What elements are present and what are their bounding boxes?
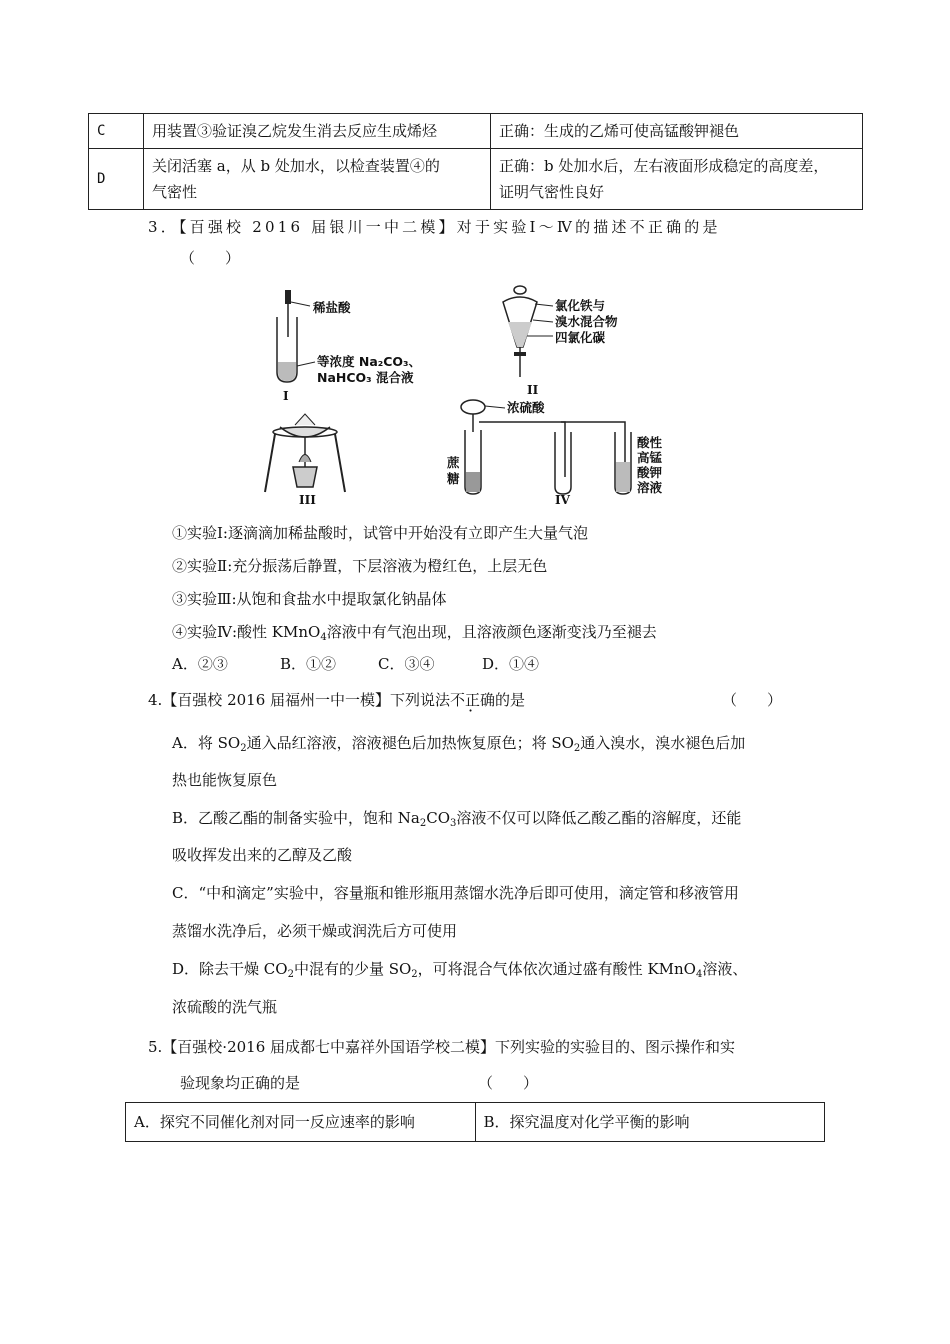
table-row xyxy=(89,149,863,210)
iii-label: III xyxy=(299,493,316,507)
i-solution-label: NaHCO₃ 混合液 xyxy=(317,370,414,385)
iv-right-label: 酸钾 xyxy=(637,465,663,480)
stem-text: 4.【百强校 2016 届福州一中一模】下列说法 xyxy=(148,691,451,709)
apparatus-figure xyxy=(255,282,675,507)
q5-bracket: （ ） xyxy=(478,1074,539,1092)
q5-table xyxy=(125,1102,825,1142)
subscript: 4 xyxy=(320,632,327,643)
i-reagent-label: 稀盐酸 xyxy=(313,300,351,315)
i-label: I xyxy=(283,389,289,403)
q4-option-c: C．“中和滴定”实验中，容量瓶和锥形瓶用蒸馏水洗净后即可使用，滴定管和移液管用 xyxy=(172,884,739,902)
q5-cell-a: A．探究不同催化剂对同一反应速率的影响 xyxy=(126,1103,476,1142)
q4-option-d-cont: 浓硫酸的洗气瓶 xyxy=(172,998,278,1016)
q3-bracket: （ ） xyxy=(180,249,241,267)
q4-option-b: B．乙酸乙酯的制备实验中，饱和 $Na_2CO_3$溶液不仅可以降低乙酸乙酯的溶解度，还能 xyxy=(172,809,742,829)
option: A．②③ xyxy=(172,655,228,673)
item4-text: 溶液中有气泡出现，且溶液颜色逐渐变浅乃至褪去 xyxy=(326,623,657,641)
q3-item: ①实验Ⅰ:逐滴滴加稀盐酸时，试管中开始没有立即产生大量气泡 xyxy=(172,524,588,542)
operation-line: 关闭活塞 a，从 b 处加水，以检查装置④的 xyxy=(152,157,440,175)
conclusion-line: 证明气密性良好 xyxy=(499,183,605,201)
option: D．①④ xyxy=(482,655,540,673)
q5-stem-cont: 验现象均正确的是 xyxy=(180,1074,301,1092)
q4-bracket: （ ） xyxy=(722,691,783,709)
q4-option-c-cont: 蒸馏水洗净后，必须干燥或润洗后方可使用 xyxy=(172,922,458,940)
apparatus-iii xyxy=(265,414,345,507)
q4-option-a-cont: 热也能恢复原色 xyxy=(172,771,278,789)
ii-label-line: 四氯化碳 xyxy=(555,330,606,345)
q4-option-a: A．将 $SO_2$通入品红溶液，溶液褪色后加热恢复原色；将 $SO_2$通入溴水，溴水褪色后加 xyxy=(172,734,746,754)
operation-line: 气密性 xyxy=(152,183,198,201)
row-label: D xyxy=(89,149,144,210)
row-label: C xyxy=(89,114,144,149)
i-solution-label: 等浓度 Na₂CO₃、 xyxy=(317,354,421,369)
q4-stem xyxy=(148,690,525,710)
q5-stem: 5.【百强校·2016 届成都七中嘉祥外国语学校二模】下列实验的实验目的、图示操作和实 xyxy=(148,1038,736,1056)
q4-option-b-cont: 吸收挥发出来的乙醇及乙酸 xyxy=(172,846,353,864)
row-operation xyxy=(144,149,491,210)
stem-text: 的是 xyxy=(495,691,526,709)
item4-text: ④实验Ⅳ:酸性 KMnO xyxy=(172,623,321,641)
apparatus-iv xyxy=(446,400,663,507)
ii-label: II xyxy=(527,383,539,397)
stem-emphasis: 不正确 xyxy=(450,691,496,709)
apparatus-i xyxy=(277,290,421,403)
table-row xyxy=(126,1103,825,1142)
table-row xyxy=(89,114,863,149)
q3-item: ②实验Ⅱ:充分振荡后静置，下层溶液为橙红色，上层无色 xyxy=(172,557,548,575)
top-table xyxy=(88,113,863,210)
q5-cell-b: B．探究温度对化学平衡的影响 xyxy=(475,1103,825,1142)
q3-options xyxy=(172,654,539,674)
iv-sugar-label: 糖 xyxy=(447,471,460,486)
iv-right-label: 高锰 xyxy=(637,450,663,465)
iv-label: IV xyxy=(555,493,570,507)
row-conclusion: 正确：生成的乙烯可使高锰酸钾褪色 xyxy=(491,114,863,149)
option: C．③④ xyxy=(378,655,435,673)
conclusion-line: 正确：b 处加水后，左右液面形成稳定的高度差， xyxy=(499,157,829,175)
iv-acid-label: 浓硫酸 xyxy=(507,400,545,415)
iv-right-label: 酸性 xyxy=(637,435,663,450)
ii-label-line: 溴水混合物 xyxy=(555,314,618,329)
row-operation: 用装置③验证溴乙烷发生消去反应生成烯烃 xyxy=(144,114,491,149)
ii-label-line: 氯化铁与 xyxy=(555,298,606,313)
row-conclusion xyxy=(491,149,863,210)
q4-option-d: D．除去干燥 $CO_2$中混有的少量 $SO_2$，可将混合气体依次通过盛有酸性 KMnO$_4$溶液、 xyxy=(172,960,748,980)
q3-stem: 3．【百强校 2016 届银川一中二模】对于实验Ⅰ～Ⅳ的描述不正确的是 xyxy=(148,218,721,236)
option: B．①② xyxy=(280,655,337,673)
q3-item xyxy=(172,622,657,648)
apparatus-ii xyxy=(503,286,618,397)
q3-item: ③实验Ⅲ:从饱和食盐水中提取氯化钠晶体 xyxy=(172,590,447,608)
iv-sugar-label: 蔗 xyxy=(447,455,460,470)
iv-right-label: 溶液 xyxy=(637,480,663,495)
